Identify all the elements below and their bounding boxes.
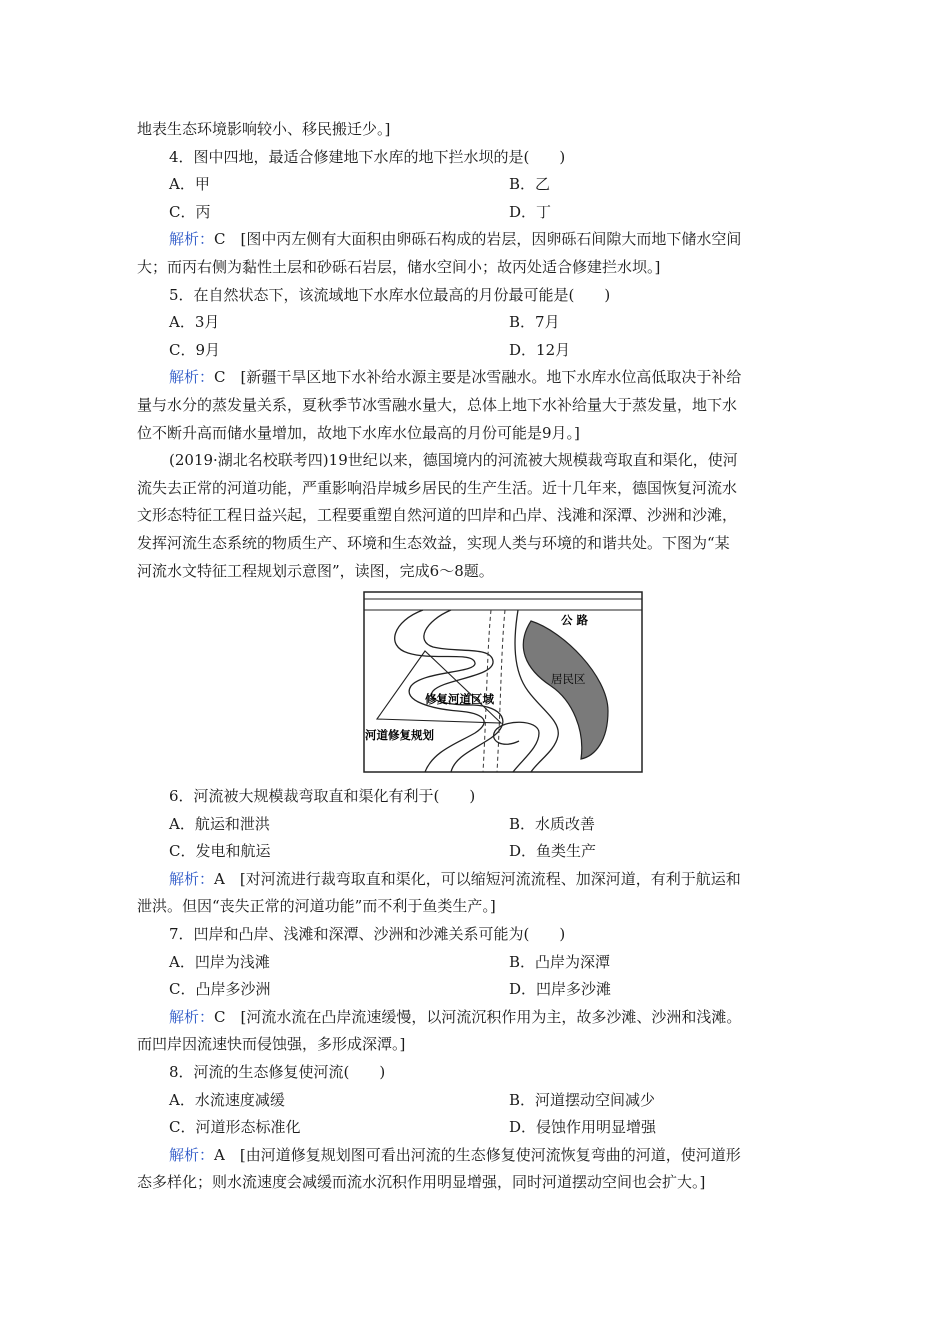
q8-options-row1 [137, 1087, 817, 1115]
river-restoration-map [137, 591, 817, 779]
q4-option-b: B．乙 [509, 175, 551, 194]
q5-options-row2 [137, 337, 817, 365]
q6-analysis-line2: 泄洪。但因“丧失正常的河道功能”而不利于鱼类生产。] [137, 897, 496, 916]
q5-analysis-line1 [137, 364, 817, 392]
q4-option-c: C．丙 [169, 202, 211, 221]
q8-options-row2 [137, 1114, 817, 1142]
q8-option-a: A．水流速度减缓 [169, 1090, 285, 1109]
q7-options-row2 [137, 976, 817, 1004]
intro-tail: 地表生态环境影响较小、移民搬迁少。] [137, 120, 391, 138]
passage-line5: 河流水文特征工程规划示意图”，读图，完成6～8题。 [137, 561, 494, 580]
q6-options-row1 [137, 811, 817, 839]
q7-options-row1 [137, 949, 817, 977]
road-label: 公 路 [561, 613, 589, 628]
analysis-label: 解析： [169, 230, 215, 249]
q8-option-b: B．河道摆动空间减少 [509, 1090, 656, 1109]
analysis-label: 解析： [169, 1007, 215, 1026]
q7-option-c: C．凸岸多沙洲 [169, 980, 271, 999]
passage-line1: (2019·湖北名校联考四)19世纪以来，德国境内的河流被大规模裁弯取直和渠化，使河 [169, 451, 738, 470]
q6-option-b: B．水质改善 [509, 814, 596, 833]
q5-analysis-text1: C [新疆干旱区地下水补给水源主要是冰雪融水。地下水库水位高低取决于补给 [214, 368, 742, 387]
q7-stem: 7．凹岸和凸岸、浅滩和深潭、沙洲和沙滩关系可能为( ) [169, 925, 566, 944]
q6-analysis-line1 [137, 866, 817, 894]
q8-option-c: C．河道形态标准化 [169, 1118, 301, 1137]
q8-analysis-line1 [137, 1142, 817, 1170]
q4-analysis-line1 [137, 226, 817, 254]
q8-stem: 8．河流的生态修复使河流( ) [169, 1063, 386, 1082]
q4-analysis-text1: C [图中丙左侧有大面积由卵砾石构成的岩层，因卵砾石间隙大而地下储水空间 [214, 230, 742, 249]
q6-options-row2 [137, 838, 817, 866]
document-page [137, 116, 817, 1197]
passage-line2: 流失去正常的河道功能，严重影响沿岸城乡居民的生产生活。近十几年来，德国恢复河流水 [137, 478, 738, 497]
q5-analysis-line3: 位不断升高而储水量增加，故地下水库水位最高的月份可能是9月。] [137, 423, 580, 442]
q7-analysis-text1: C [河流水流在凸岸流速缓慢，以河流沉积作用为主，故多沙滩、沙洲和浅滩。 [214, 1007, 742, 1026]
q6-option-c: C．发电和航运 [169, 842, 271, 861]
q7-option-a: A．凹岸为浅滩 [169, 952, 270, 971]
analysis-label: 解析： [169, 1145, 215, 1164]
plan-label: 河道修复规划 [365, 728, 434, 743]
q5-stem: 5．在自然状态下，该流域地下水库水位最高的月份最可能是( ) [169, 285, 611, 304]
analysis-label: 解析： [169, 368, 215, 387]
passage-line3: 文形态特征工程日益兴起，工程要重塑自然河道的凹岸和凸岸、浅滩和深潭、沙洲和沙滩， [137, 506, 738, 525]
q4-option-a: A．甲 [169, 175, 210, 194]
residential-label: 居民区 [551, 672, 586, 687]
q7-option-b: B．凸岸为深潭 [509, 952, 611, 971]
q8-analysis-line2: 态多样化；则水流速度会减缓而流水沉积作用明显增强，同时河道摆动空间也会扩大。] [137, 1173, 706, 1192]
restore-area-label: 修复河道区域 [425, 692, 494, 707]
q5-option-d: D．12月 [509, 340, 571, 359]
q8-analysis-text1: A [由河道修复规划图可看出河流的生态修复使河流恢复弯曲的河道，使河道形 [214, 1145, 741, 1164]
q6-option-a: A．航运和泄洪 [169, 814, 270, 833]
q5-option-b: B．7月 [509, 313, 560, 332]
q4-stem: 4．图中四地，最适合修建地下水库的地下拦水坝的是( ) [169, 147, 566, 166]
q4-options-row1 [137, 171, 817, 199]
q6-analysis-text1: A [对河流进行裁弯取直和渠化，可以缩短河流流程、加深河道，有利于航运和 [214, 869, 741, 888]
q8-option-d: D．侵蚀作用明显增强 [509, 1118, 657, 1137]
q5-analysis-line2: 量与水分的蒸发量关系，夏秋季节冰雪融水量大，总体上地下水补给量大于蒸发量，地下水 [137, 395, 738, 414]
q6-option-d: D．鱼类生产 [509, 842, 597, 861]
map-svg [363, 591, 643, 773]
q7-option-d: D．凹岸多沙滩 [509, 980, 612, 999]
q4-analysis-line2: 大；而丙右侧为黏性土层和砂砾石岩层，储水空间小；故丙处适合修建拦水坝。] [137, 257, 661, 276]
passage-line4: 发挥河流生态系统的物质生产、环境和生态效益，实现人类与环境的和谐共处。下图为“某 [137, 533, 730, 552]
q5-options-row1 [137, 309, 817, 337]
q6-stem: 6．河流被大规模裁弯取直和渠化有利于( ) [169, 787, 476, 806]
analysis-label: 解析： [169, 869, 215, 888]
q5-option-c: C．9月 [169, 340, 221, 359]
q7-analysis-line2: 而凹岸因流速快而侵蚀强，多形成深潭。] [137, 1035, 406, 1054]
q4-options-row2 [137, 199, 817, 227]
q5-option-a: A．3月 [169, 313, 220, 332]
q7-analysis-line1 [137, 1004, 817, 1032]
q4-option-d: D．丁 [509, 202, 552, 221]
